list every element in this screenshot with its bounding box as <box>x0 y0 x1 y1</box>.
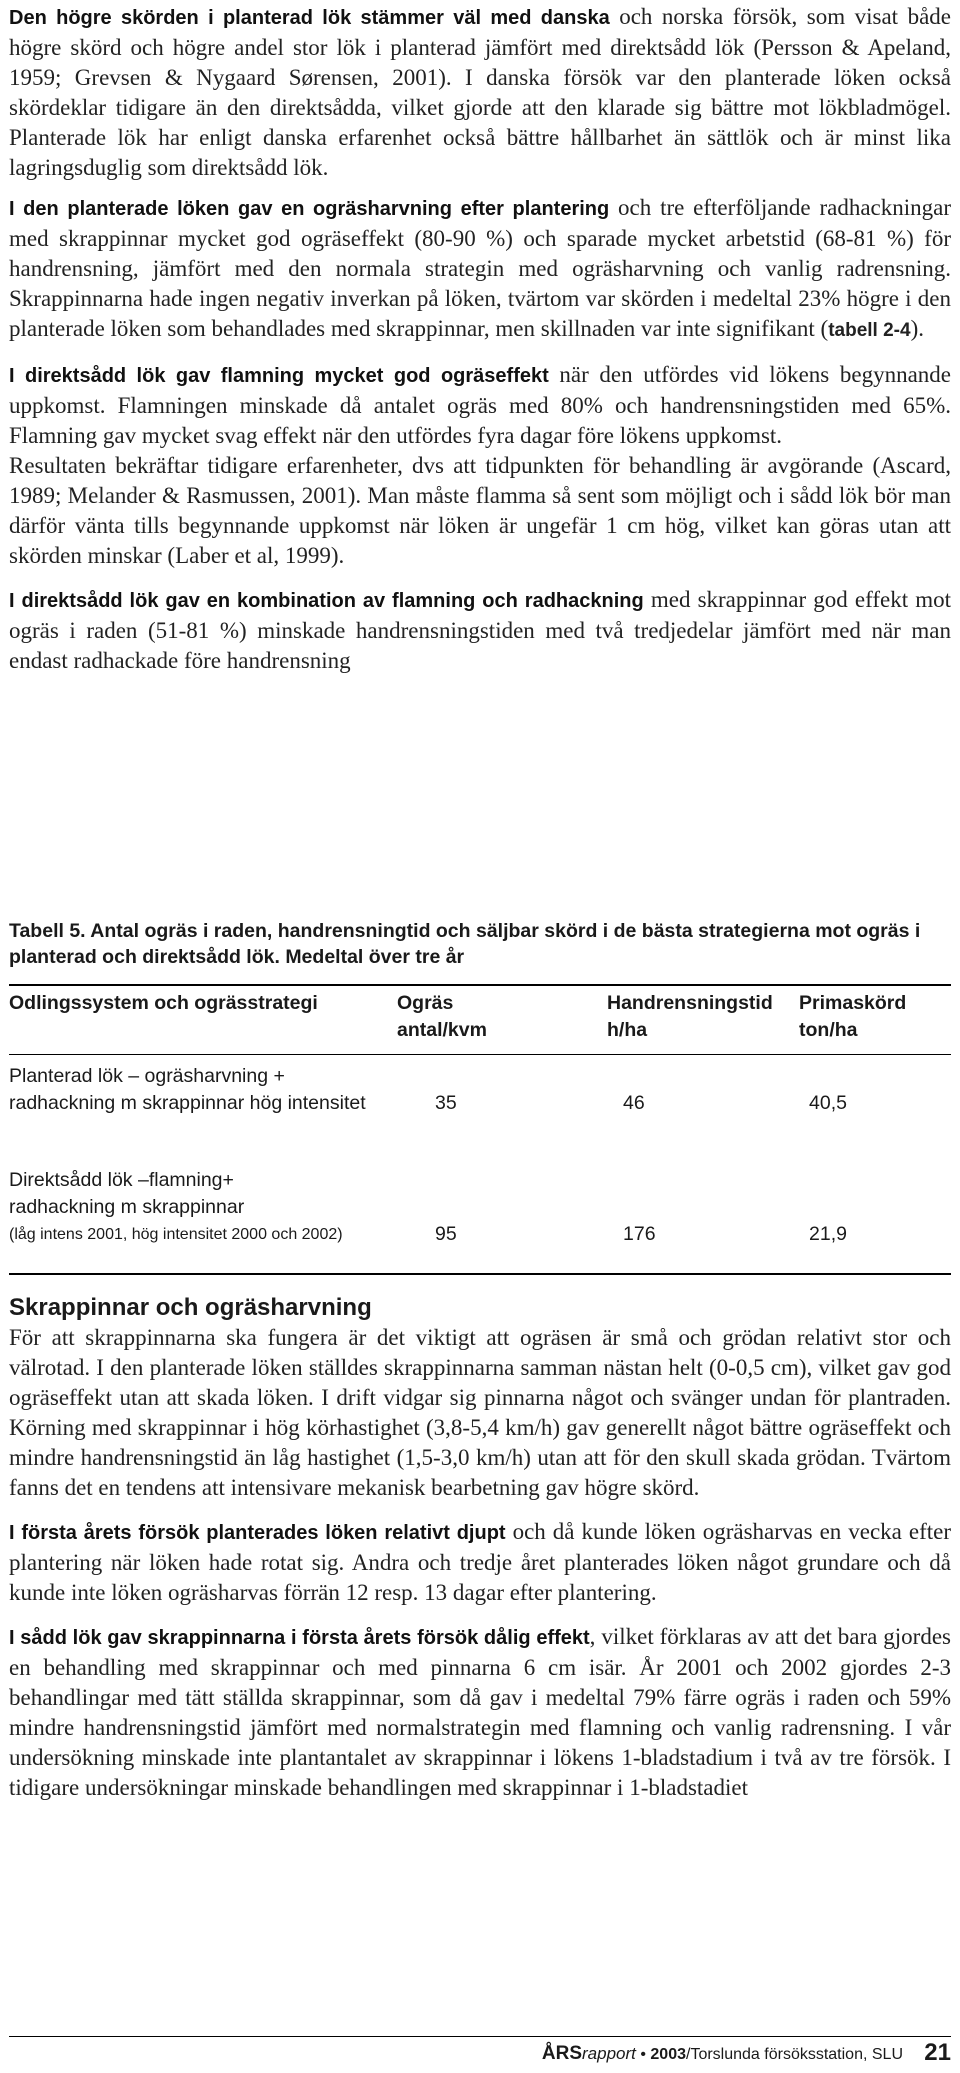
header-weeds <box>397 990 567 1044</box>
footer-year: 2003 <box>650 2046 686 2063</box>
table-header-rule <box>9 1054 951 1055</box>
footer-brand-italic: rapport <box>582 2044 636 2063</box>
header-hours-unit: h/ha <box>607 1019 648 1041</box>
header-yield-label: Primaskörd <box>799 992 907 1014</box>
paragraph-body: och då kunde löken ogräsharvas en vecka efter plantering när löken hade rotat sig. Andra och tredje året planterades löken något grundare och då kunde inte löken ogräsharvas förrän 12 resp. 13 dagar efter plantering. <box>9 1519 951 1605</box>
row-system-line: Direktsådd lök –flamning+ <box>9 1169 234 1191</box>
paragraph-body: och norska försök, som visat både högre skörd och högre andel stor lök i planterad jämfört med direktsådd lök (Persson & Apeland, 1959; Grevsen & Nygaard Sørensen, 2001). I danska försök var den planterade löken också skördeklar tidigare än den direktsådda, vilket gjorde att den klarade sig bättre mot lökbladmögel. Planterade lök har enligt danska erfarenhet också bättre hållbarhet än sättlök och är minst lika lagringsduglig som direktsådd lök. <box>9 4 952 180</box>
row-system-note: (låg intens 2001, hög intensitet 2000 och 2002) <box>9 1226 343 1243</box>
paragraph-body: , vilket förklaras av att det bara gjordes en behandling med skrappinnar och med pinnarna 6 cm isär. År 2001 och 2002 gjordes 2-3 behandlingar med tätt ställda skrappinnar, som då gav i medeltal 79% färre ogräs i raden och 59% mindre handrensningstid jämfört med normalstrategin med flamning och vanlig radrensning. I vår undersökning minskade inte plantantalet av skrappinnar i lökens 1-bladstadium i två av tre försök. I tidigare undersökningar minskade behandlingen med skrappinnar i 1-bladstadiet <box>9 1624 951 1800</box>
row-system-line: Planterad lök – ogräsharvning + <box>9 1065 285 1087</box>
paragraph-lead: I den planterade löken gav en ogräsharvning efter plantering <box>9 198 610 220</box>
paragraph-body: och tre efterföljande radhackningar med skrappinnar mycket god ogräseffekt (80-90 %) och sparade mycket arbetstid (68-81 %) för handrensning, jämfört med den normala strategin med ogräsharvning och vanlig radrensning. Skrappinnarna hade ingen negativ inverkan på löken, tvärtom var skörden i medeltal 23% högre i den planterade löken som behandlades med skrappinnar, men skillnaden var inte signifikant ( <box>9 195 951 341</box>
footer-brand-bold: ÅRS <box>541 2043 583 2064</box>
intro-section <box>9 2 951 676</box>
header-hours-label: Handrensningstid <box>607 992 773 1014</box>
row-weeds: 35 <box>435 1092 457 1114</box>
table-caption: Tabell 5. Antal ogräs i raden, handrensningtid och säljbar skörd i de bästa strategierna mot ogräs i planterad och direktsådd lök. Medeltal över tre år <box>9 920 921 968</box>
row-yield: 21,9 <box>809 1223 847 1245</box>
footer-source <box>542 2043 903 2065</box>
paragraph-2 <box>9 193 951 346</box>
section-paragraph-3 <box>9 1622 951 1803</box>
paragraph-body: För att skrappinnarna ska fungera är det viktigt att ogräsen är små och grödan relativt stor och välrotad. I den planterade löken ställdes skrappinnarna samman nästan helt (0-0,5 cm), vilket gav god ogräseffekt utan att skada löken. I drift vidgar sig pinnarna något och svänger undan för plantraden. Körning med skrappinnar i hög körhastighet (3,8-5,4 km/h) gav generellt något bättre ogräseffekt och mindre handrensningstid än låg hastighet (1,5-3,0 km/h) utan att för den skull skada grödan. Tvärtom fanns det en tendens att intensivare mekanisk bearbetning gav högre skörd. <box>9 1325 951 1500</box>
table-bottom-rule <box>9 1273 951 1275</box>
table-header <box>9 990 951 1048</box>
row-system-line: radhackning m skrappinnar <box>9 1196 245 1218</box>
page-footer <box>9 2036 951 2067</box>
footer-bullet: • <box>640 2046 646 2063</box>
table-row <box>9 1063 951 1167</box>
section-skrappinnar <box>9 1293 951 1803</box>
row-yield: 40,5 <box>809 1092 847 1114</box>
paragraph-5 <box>9 585 951 676</box>
header-yield <box>799 990 949 1044</box>
row-hours: 46 <box>623 1092 645 1114</box>
row-weeds: 95 <box>435 1223 457 1245</box>
header-hours <box>607 990 797 1044</box>
row-system <box>9 1063 399 1117</box>
paragraph-3 <box>9 360 951 451</box>
section-paragraph-1 <box>9 1323 951 1503</box>
paragraph-lead: I första årets försök planterades löken relativt djupt <box>9 1522 506 1544</box>
paragraph-1 <box>9 2 951 183</box>
paragraph-body: med skrappinnar god effekt mot ogräs i raden (51-81 %) minskade handrensningstiden med två tredjedelar jämfört med när man endast radhackade före handrensning <box>9 587 952 673</box>
table-top-rule <box>9 984 951 986</box>
table-5 <box>9 918 951 1275</box>
paragraph-lead: I direktsådd lök gav en kombination av flamning och radhackning <box>9 590 644 612</box>
paragraph-body: när den utfördes vid lökens begynnande uppkomst. Flamningen minskade då antalet ogräs med 80% och handrensningstiden med 65%. Flamning gav mycket svag effekt när den utfördes fyra dagar före lökens uppkomst. <box>9 362 952 448</box>
paragraph-lead: I sådd lök gav skrappinnarna i första årets försök dålig effekt <box>9 1627 590 1649</box>
section-paragraph-2 <box>9 1517 951 1608</box>
section-heading: Skrappinnar och ogräsharvning <box>9 1294 372 1321</box>
paragraph-4 <box>9 451 951 571</box>
row-system <box>9 1167 399 1248</box>
header-weeds-unit: antal/kvm <box>397 1019 487 1041</box>
header-yield-unit: ton/ha <box>799 1019 858 1041</box>
header-weeds-label: Ogräs <box>397 992 454 1014</box>
paragraph-lead: I direktsådd lök gav flamning mycket god ogräseffekt <box>9 365 549 387</box>
header-system: Odlingssystem och ogrässtrategi <box>9 992 318 1014</box>
footer-source-text: /Torslunda försöksstation, SLU <box>686 2046 903 2063</box>
paragraph-body: Resultaten bekräftar tidigare erfarenheter, dvs att tidpunkten för behandling är avgörande (Ascard, 1989; Melander & Rasmussen, 2001). Man måste flamma så sent som möjligt och i sådd lök bör man därför vänta tills begynnande uppkomst när löken är ungefär 1 cm hög, vilket kan göras utan att skörden minskar (Laber et al, 1999). <box>9 453 951 568</box>
page-number: 21 <box>924 2039 951 2066</box>
table-reference: tabell 2-4 <box>828 320 911 341</box>
row-hours: 176 <box>623 1223 656 1245</box>
paragraph-lead: Den högre skörden i planterad lök stämmer väl med danska <box>9 7 610 29</box>
paragraph-tail: ). <box>910 316 924 341</box>
row-system-line: radhackning m skrappinnar hög intensitet <box>9 1092 366 1114</box>
table-row <box>9 1167 951 1259</box>
